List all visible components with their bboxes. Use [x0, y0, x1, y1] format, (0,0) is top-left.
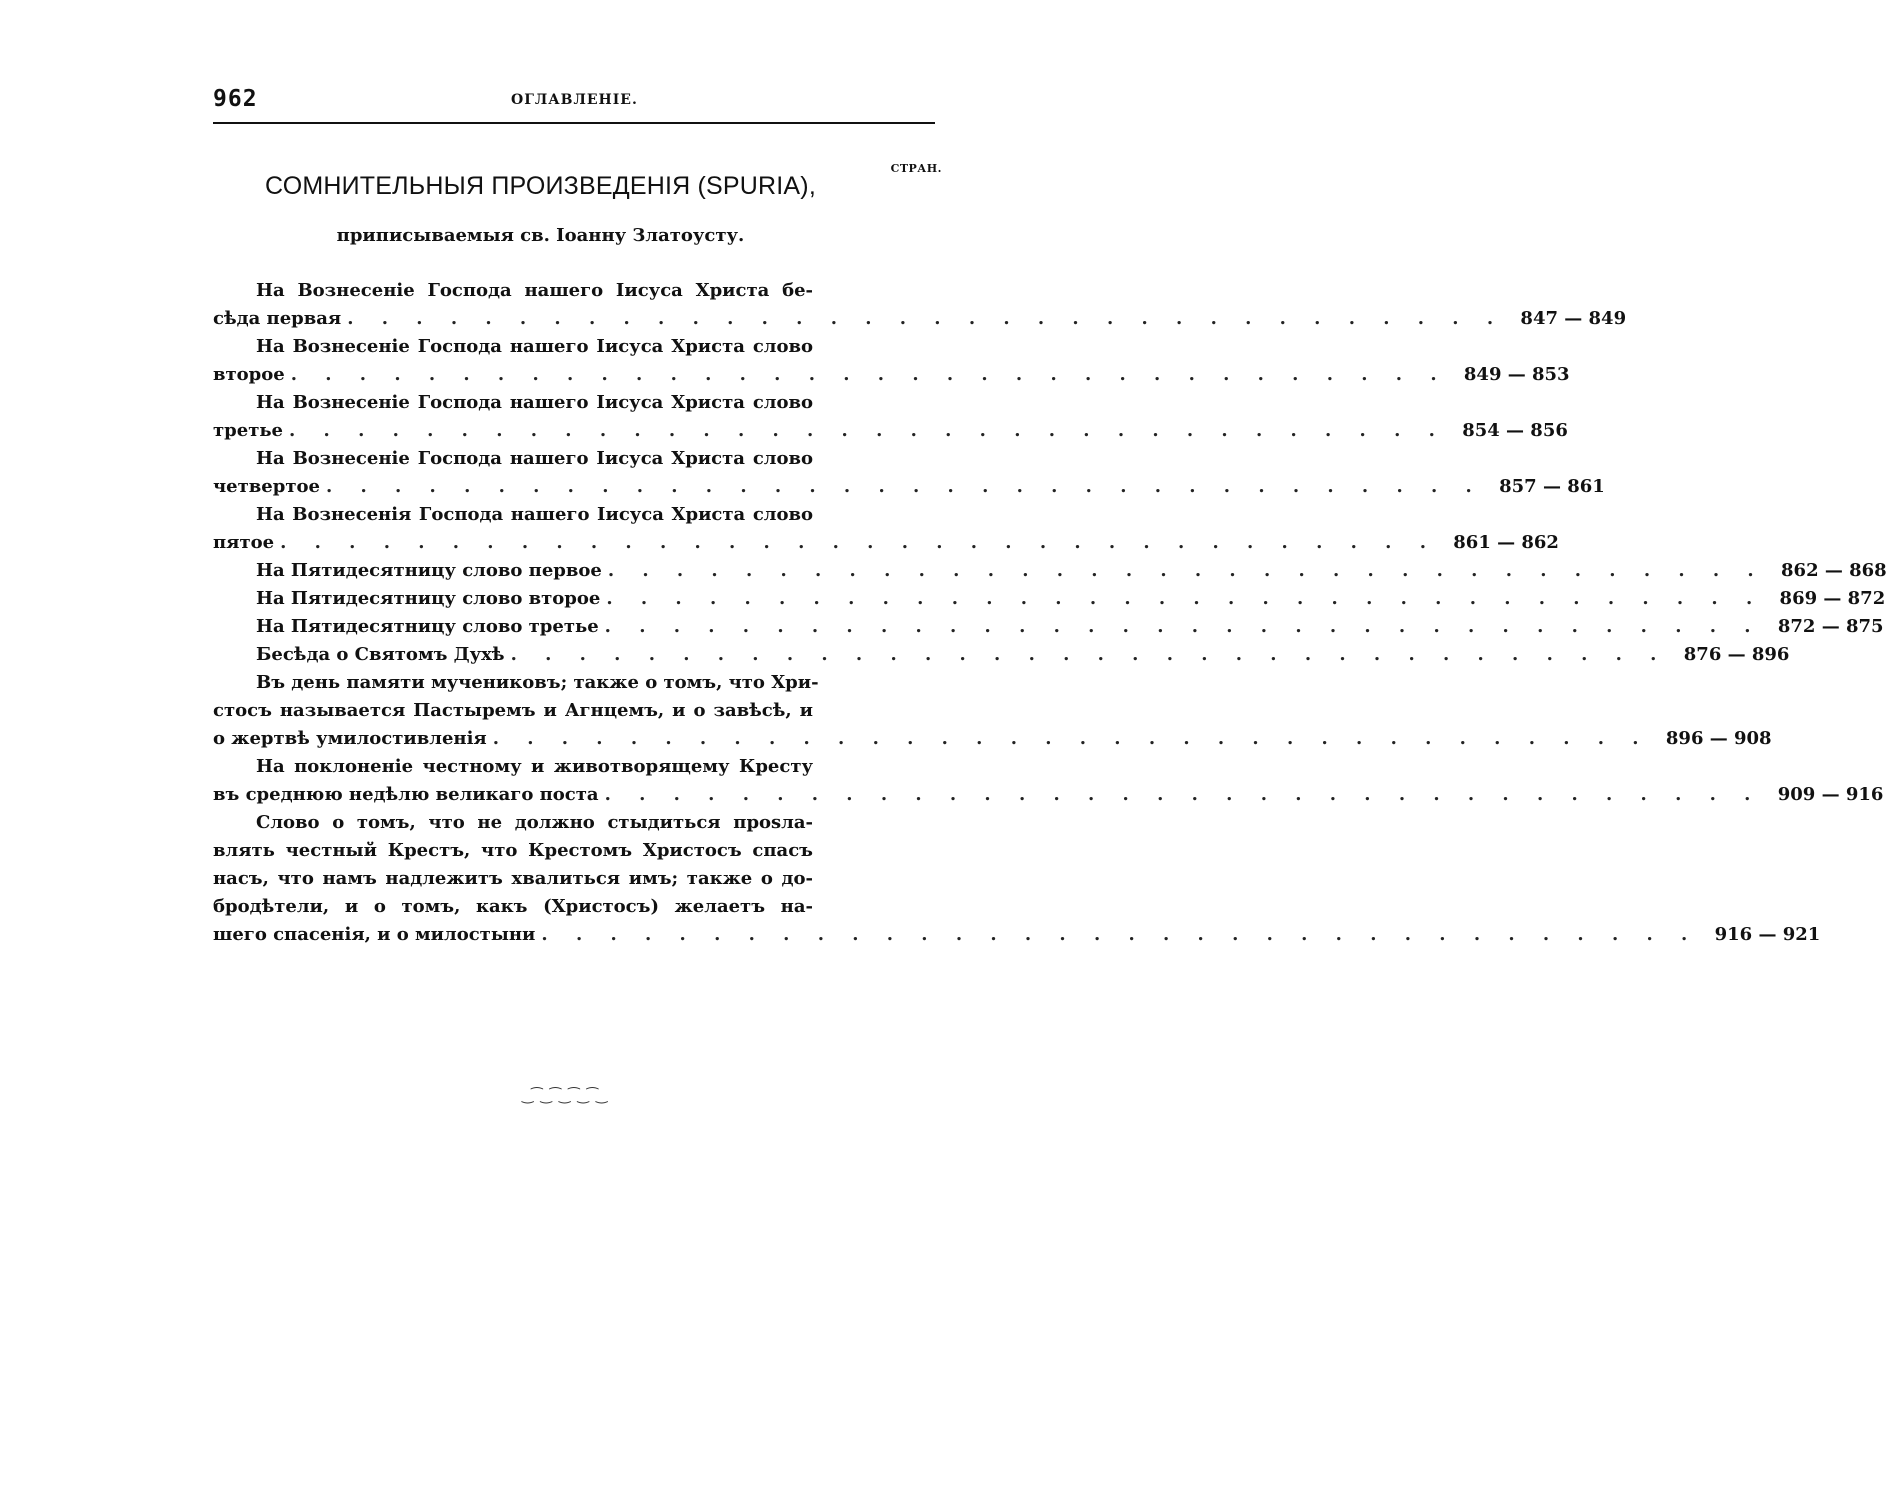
toc-entry	[213, 277, 1627, 333]
toc-entry-pages: 896 — 908	[1665, 728, 1772, 749]
header-rule	[213, 122, 935, 124]
toc-entry-title: сѣда первая	[213, 308, 342, 329]
toc-entry-pages: 857 — 861	[1499, 476, 1605, 497]
toc-entry-last-line	[213, 361, 1570, 389]
pages-column-heading: СТРАН.	[890, 162, 942, 175]
toc-entry-pages: 909 — 916	[1777, 784, 1884, 805]
leader-dots: . . . . . . . . . . . . . . . . . . . . . . . . . . . . . . . . . .	[492, 728, 1650, 749]
toc-entry-last-line	[213, 585, 1886, 613]
toc-entry-pages: 849 — 853	[1463, 364, 1570, 385]
toc-entry-text: бродѣтели, и о томъ, какъ (Христосъ) желаетъ на-	[213, 896, 813, 917]
toc-entry-text: На Вознесенія Господа нашего Іисуса Христа слово	[256, 504, 813, 525]
leader-dots: . . . . . . . . . . . . . . . . . . . . . . . . . . . . . . . . . .	[604, 784, 1762, 805]
end-ornament: ‿⁀‿⁀‿⁀‿⁀‿	[522, 1088, 606, 1104]
toc-entry-pages: 872 — 875	[1777, 616, 1884, 637]
toc-entry-text: стосъ называется Пастыремъ и Агнцемъ, и о завѣсѣ, и	[213, 700, 813, 721]
toc-entry-pages: 916 — 921	[1714, 924, 1821, 945]
toc-entry-line	[213, 389, 943, 417]
section-subtitle: приписываемыя св. Іоанну Златоусту.	[336, 225, 745, 246]
leader-dots: . . . . . . . . . . . . . . . . . . . . . . . . . . . . . . . . . .	[290, 364, 1448, 385]
running-title: ОГЛАВЛЕНІЕ.	[511, 92, 638, 108]
leader-dots: . . . . . . . . . . . . . . . . . . . . . . . . . . . . . . . . . .	[325, 476, 1483, 497]
toc-entry-pages: 847 — 849	[1520, 308, 1627, 329]
toc-entry	[213, 501, 1559, 557]
toc-entry-text: Въ день памяти мучениковъ; также о томъ, что Хри-	[256, 672, 819, 693]
toc-entry-title: На Пятидесятницу слово второе	[256, 588, 601, 609]
toc-entry-text: На Вознесеніе Господа нашего Іисуса Христа слово	[256, 392, 813, 413]
leader-dots: . . . . . . . . . . . . . . . . . . . . . . . . . . . . . . . . . .	[606, 588, 1764, 609]
toc-entry-line	[213, 445, 943, 473]
toc-entry-last-line	[213, 473, 1605, 501]
toc-entry-text: На поклоненіе честному и животворящему Кресту	[256, 756, 813, 777]
toc-entry-line	[213, 753, 943, 781]
toc-entry-line	[213, 697, 943, 725]
toc-entry-pages: 861 — 862	[1453, 532, 1559, 553]
toc-entry-title: четвертое	[213, 476, 320, 497]
toc-entry-text: влять честный Крестъ, что Крестомъ Христосъ спасъ	[213, 840, 813, 861]
toc-entry-title: о жертвѣ умилостивленія	[213, 728, 487, 749]
toc-entry-pages: 876 — 896	[1683, 644, 1790, 665]
toc-entry-last-line	[213, 305, 1627, 333]
toc-entry-line	[213, 669, 943, 697]
toc-entry-line	[213, 865, 943, 893]
toc-entry	[213, 557, 1887, 585]
toc-entry-last-line	[213, 921, 1821, 949]
toc-entry-line	[213, 893, 943, 921]
toc-entry	[213, 585, 1886, 613]
leader-dots: . . . . . . . . . . . . . . . . . . . . . . . . . . . . . . . . . .	[541, 924, 1699, 945]
toc-entry-pages: 862 — 868	[1781, 560, 1887, 581]
toc-entry-text: На Вознесеніе Господа нашего Іисуса Христа бе-	[256, 280, 813, 301]
leader-dots: . . . . . . . . . . . . . . . . . . . . . . . . . . . . . . . . . .	[607, 560, 1765, 581]
toc-entry	[213, 333, 1570, 389]
toc-entry-text: насъ, что намъ надлежитъ хвалиться имъ; также о до-	[213, 868, 813, 889]
section-title: СОМНИТЕЛЬНЫЯ ПРОИЗВЕДЕНІЯ (SPURIA),	[265, 172, 816, 200]
toc-entry-last-line	[213, 781, 1884, 809]
toc-entry	[213, 613, 1884, 641]
toc-entry-title: На Пятидесятницу слово третье	[256, 616, 599, 637]
toc-entry-title: Бесѣда о Святомъ Духѣ	[256, 644, 505, 665]
toc-entry-line	[213, 501, 943, 529]
toc-entry-line	[213, 333, 943, 361]
leader-dots: . . . . . . . . . . . . . . . . . . . . . . . . . . . . . . . . . .	[289, 420, 1446, 441]
toc-entry-text: На Вознесеніе Господа нашего Іисуса Христа слово	[256, 448, 813, 469]
toc-entry-pages: 869 — 872	[1779, 588, 1886, 609]
toc-entry-title: третье	[213, 420, 284, 441]
leader-dots: . . . . . . . . . . . . . . . . . . . . . . . . . . . . . . . . . .	[510, 644, 1668, 665]
toc-entry-line	[213, 837, 943, 865]
leader-dots: . . . . . . . . . . . . . . . . . . . . . . . . . . . . . . . . . .	[347, 308, 1505, 329]
toc-entry	[213, 809, 1821, 949]
toc-entry-last-line	[213, 529, 1559, 557]
page-number: 962	[213, 86, 258, 112]
toc-entry-line	[213, 809, 943, 837]
toc-entry-title: На Пятидесятницу слово первое	[256, 560, 602, 581]
toc-entry-text: Слово о томъ, что не должно стыдиться прosла-	[256, 812, 813, 833]
toc-entry-last-line	[213, 725, 1772, 753]
toc-entry	[213, 669, 1772, 753]
toc-entry-last-line	[213, 613, 1884, 641]
toc-entry-title: второе	[213, 364, 285, 385]
toc-entry	[213, 753, 1884, 809]
running-head	[213, 86, 935, 122]
toc-entry-pages: 854 — 856	[1462, 420, 1568, 441]
toc-entry-title: шего спасенія, и о милостыни	[213, 924, 536, 945]
toc-entry-last-line	[213, 417, 1568, 445]
toc-entry-last-line	[213, 557, 1887, 585]
table-of-contents	[213, 277, 1887, 949]
toc-entry-title: пятое	[213, 532, 275, 553]
toc-entry	[213, 445, 1605, 501]
toc-entry-last-line	[213, 641, 1790, 669]
toc-entry-text: На Вознесеніе Господа нашего Іисуса Христа слово	[256, 336, 813, 357]
toc-entry	[213, 641, 1790, 669]
leader-dots: . . . . . . . . . . . . . . . . . . . . . . . . . . . . . . . . . .	[280, 532, 1437, 553]
toc-entry-line	[213, 277, 943, 305]
toc-entry-title: въ среднюю недѣлю великаго поста	[213, 784, 599, 805]
toc-entry	[213, 389, 1568, 445]
leader-dots: . . . . . . . . . . . . . . . . . . . . . . . . . . . . . . . . . .	[604, 616, 1762, 637]
